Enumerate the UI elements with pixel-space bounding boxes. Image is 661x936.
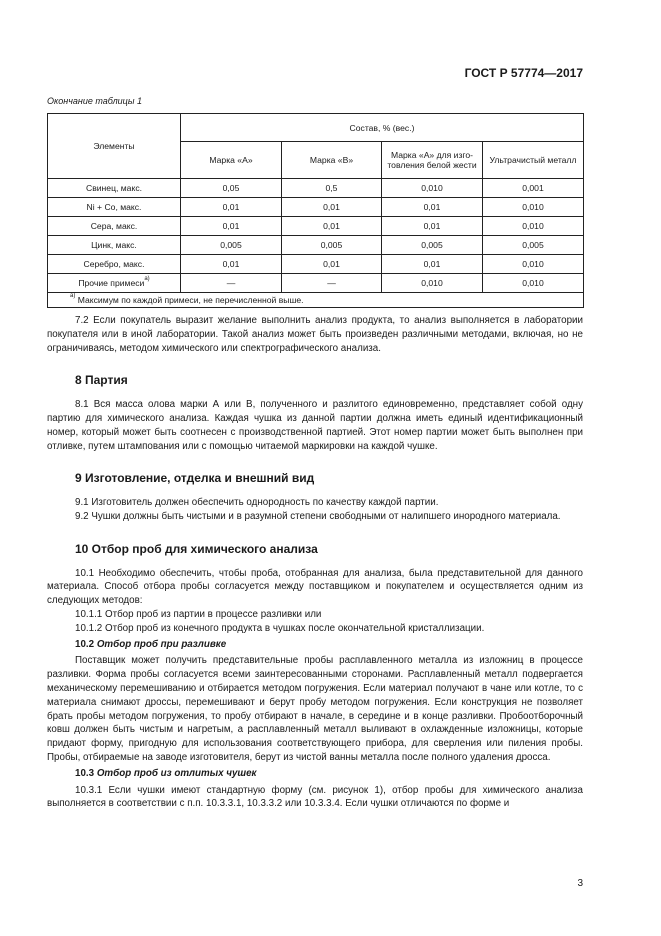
table-row: [48, 255, 584, 274]
element-name: Свинец, макс.: [48, 179, 181, 198]
subsection-number: 10.2: [75, 638, 95, 650]
page-number: 3: [577, 878, 583, 889]
table-cell: 0,01: [382, 217, 483, 236]
table-cell: 0,01: [382, 255, 483, 274]
table-row: [48, 217, 584, 236]
section-10-title: 10 Отбор проб для химического анализа: [75, 541, 318, 556]
table-cell: 0,05: [181, 179, 282, 198]
paragraph-9-1: 9.1 Изготовитель должен обеспечить однородность по качеству каждой партии.: [75, 497, 439, 509]
paragraph-10-1-1: 10.1.1 Отбор проб из партии в процессе разливки или: [75, 608, 322, 620]
table-cell: 0,010: [483, 217, 584, 236]
footnote-text: Максимум по каждой примеси, не перечисленной выше.: [77, 295, 304, 305]
section-8-title: 8 Партия: [75, 373, 128, 388]
table-cell: 0,01: [181, 198, 282, 217]
table-cell: 0,01: [282, 255, 382, 274]
subsection-title-text: Отбор проб при разливке: [96, 638, 227, 650]
table-row: [48, 236, 584, 255]
table-cell: —: [181, 274, 282, 293]
footnote-mark: а): [70, 293, 76, 299]
subsection-10-3-title: [47, 767, 583, 781]
section-9-title: 9 Изготовление, отделка и внешний вид: [75, 471, 315, 486]
paragraph-7-2: 7.2 Если покупатель выразит желание выполнить анализ продукта, то анализ выполняется в лаборатории покупателя или в иной лаборатории. Такой анализ может быть произведен различными методами, включая, но не ограничиваясь, методом химического или спектрографического анализа.: [47, 315, 583, 354]
composition-table: [47, 113, 584, 308]
subheader-grade-a: Марка «А»: [181, 142, 282, 179]
subsection-title-text: Отбор проб из отлитых чушек: [96, 767, 257, 779]
table-cell: —: [282, 274, 382, 293]
table-cell: 0,005: [382, 236, 483, 255]
header-elements: Элементы: [48, 114, 181, 179]
element-name: Серебро, макс.: [48, 255, 181, 274]
paragraph-9-2: 9.2 Чушки должны быть чистыми и в разумной степени свободными от налипшего инородного материала.: [75, 510, 561, 522]
element-name: Цинк, макс.: [48, 236, 181, 255]
footnote-ref: а): [144, 276, 150, 282]
table-footnote-row: [48, 293, 584, 308]
main-text: [47, 314, 583, 811]
subsection-number: 10.3: [75, 767, 95, 779]
paragraph-10-1: 10.1 Необходимо обеспечить, чтобы проба, отобранная для анализа, была представительной для данного материала. Способ отбора пробы согласуется между поставщиком и покупателем и осуществляется одним из следующих методов:: [47, 567, 583, 607]
table-row: [48, 274, 584, 293]
subheader-grade-b: Марка «В»: [282, 142, 382, 179]
table-caption: Окончание таблицы 1: [47, 96, 142, 106]
paragraph-10-1-2: 10.1.2 Отбор проб из конечного продукта в чушках после окончательной кристаллизации.: [75, 622, 485, 634]
table-cell: 0,010: [382, 179, 483, 198]
element-name: [48, 274, 181, 293]
table-cell: 0,001: [483, 179, 584, 198]
table-cell: 0,010: [483, 198, 584, 217]
table-cell: 0,01: [282, 198, 382, 217]
table-cell: 0,01: [282, 217, 382, 236]
table-cell: 0,005: [282, 236, 382, 255]
table-footnote: [48, 293, 584, 308]
table-cell: 0,01: [181, 217, 282, 236]
header-composition: Состав, % (вес.): [181, 114, 584, 142]
table-row: [48, 179, 584, 198]
table-cell: 0,01: [181, 255, 282, 274]
table-cell: 0,5: [282, 179, 382, 198]
subheader-ultrapure: Ультрачистый металл: [483, 142, 584, 179]
table-cell: 0,005: [181, 236, 282, 255]
table-cell: 0,005: [483, 236, 584, 255]
table-cell: 0,010: [483, 274, 584, 293]
element-name-text: Прочие примеси: [78, 278, 145, 288]
document-code: ГОСТ Р 57774—2017: [464, 66, 583, 80]
table-cell: 0,010: [382, 274, 483, 293]
table-row: [48, 198, 584, 217]
table-cell: 0,010: [483, 255, 584, 274]
subsection-10-2-title: [47, 638, 583, 652]
paragraph-8-1: 8.1 Вся масса олова марки А или В, полученного и разлитого единовременно, представляет собой одну партию для химического анализа. Каждая чушка из данной партии должна иметь единый идентификационный номер, который может быть соотнесен с производственной партией. Этот номер партии может быть выполнен при отливке, путем штампования или с помощью читаемой маркировки на каждой чушке.: [47, 399, 583, 452]
paragraph-10-3-1: 10.3.1 Если чушки имеют стандартную форму (см. рисунок 1), отбор пробы для химического анализа выполняется в соответствии с п.п. 10.3.3.1, 10.3.3.2 или 10.3.3.4. Если чушки отличаются по форме и: [47, 784, 583, 810]
table-cell: 0,01: [382, 198, 483, 217]
subheader-grade-a-tinplate: Марка «А» для изго-товления белой жести: [382, 142, 483, 179]
element-name: Ni + Co, макс.: [48, 198, 181, 217]
paragraph-10-2: Поставщик может получить представительные пробы расплавленного металла из изложниц в процессе разливки. Форма пробы согласуется всеми заинтересованными сторонами. Расплавленный металл подвергается механическому перемешиванию и отбирается методом погружения. Если материал получают в чане или котле, то с материала снимают дроссы, перемешивают и берут пробу методом погружения. Если конструкция не позволяет брать пробы методом погружения, то пробу отбирают в начале, в середине и в конце разливки. Пробоотборочный ковш должен быть чистым и нагретым, а расплавленный металл выливают в охлажденные изложницы, которые придают форму, пригодную для использования соответствующего прибора, для сверления или пиления пробы. Пробы, отбираемые на заводе изготовителя, берут из чистой ванны металла после полного удаления дросса.: [47, 655, 583, 763]
element-name: Сера, макс.: [48, 217, 181, 236]
